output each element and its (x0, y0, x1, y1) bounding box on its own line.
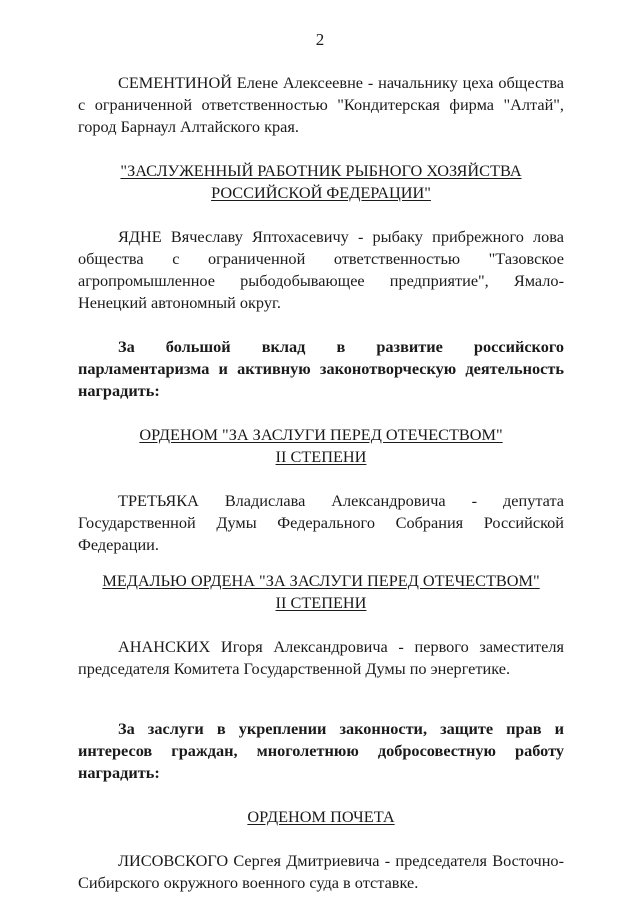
award-recipient-yadne: ЯДНЕ Вячеславу Яптохасевичу - рыбаку прибрежного лова общества с ограниченной ответственностью "Тазовское агропромышленное рыбодобывающее предприятие", Ямало-Ненецкий автономный округ. (78, 227, 564, 312)
award-title-line2: РОССИЙСКОЙ ФЕДЕРАЦИИ" (211, 183, 431, 202)
medal-title-line1: МЕДАЛЬЮ ОРДЕНА "ЗА ЗАСЛУГИ ПЕРЕД ОТЕЧЕСТВОМ" (102, 571, 540, 590)
page-number: 2 (315, 30, 325, 49)
award-recipient-ananskikh: АНАНСКИХ Игоря Александровича - первого заместителя председателя Комитета Государственной Думы по энергетике. (78, 637, 564, 678)
award-title-line1: "ЗАСЛУЖЕННЫЙ РАБОТНИК РЫБНОГО ХОЗЯЙСТВА (120, 161, 522, 180)
medal-title-line2: II СТЕПЕНИ (275, 593, 367, 612)
order-title-line1: ОРДЕНОМ "ЗА ЗАСЛУГИ ПЕРЕД ОТЕЧЕСТВОМ" (139, 425, 503, 444)
document-body (78, 72, 564, 894)
award-title-fishery-worker (78, 160, 564, 204)
order-title-honor: ОРДЕНОМ ПОЧЕТА (247, 807, 395, 826)
medal-title-merit-fatherland (78, 570, 564, 614)
decree-legality: За заслуги в укреплении законности, защите прав и интересов граждан, многолетнюю добросовестную работу наградить: (78, 719, 564, 782)
decree-parliamentarism: За большой вклад в развитие российского парламентаризма и активную законотворческую деятельность наградить: (78, 337, 564, 400)
order-title-line2: II СТЕПЕНИ (275, 447, 367, 466)
award-recipient-lisovsky: ЛИСОВСКОГО Сергея Дмитриевича - председателя Восточно-Сибирского окружного военного суда в отставке. (78, 851, 564, 892)
award-recipient-sementina: СЕМЕНТИНОЙ Елене Алексеевне - начальнику цеха общества с ограниченной ответственностью "Кондитерская фирма "Алтай", город Барнаул Алтайского края. (78, 73, 564, 136)
order-title-merit-fatherland (78, 424, 564, 468)
award-recipient-tretyak: ТРЕТЬЯКА Владислава Александровича - депутата Государственной Думы Федерального Собрания Российской Федерации. (78, 491, 564, 554)
